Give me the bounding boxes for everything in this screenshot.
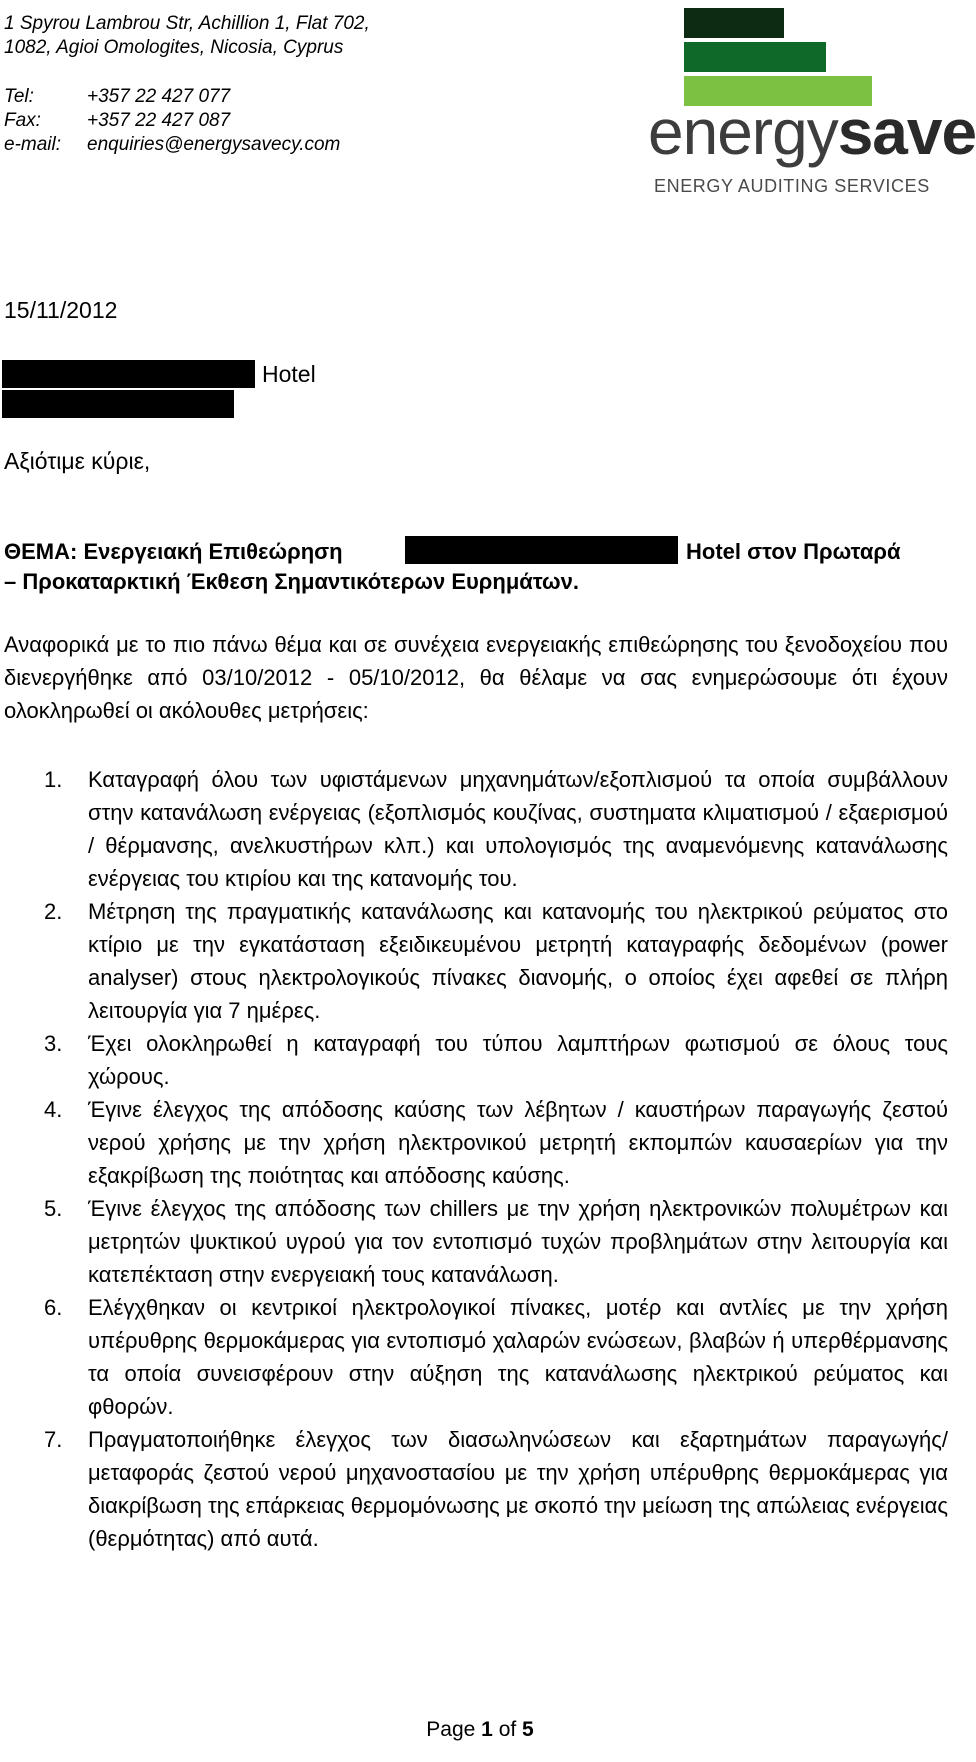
fax-value: +357 22 427 087	[87, 110, 231, 131]
logo-word-bold: save	[837, 96, 976, 168]
address-line-1: 1 Spyrou Lambrou Str, Achillion 1, Flat 702,	[4, 13, 370, 34]
subject-suffix: Hotel στον Πρωταρά	[686, 539, 901, 564]
letter-date: 15/11/2012	[4, 297, 118, 323]
findings-list	[4, 763, 948, 1555]
logo-bar-mid	[684, 42, 826, 72]
sender-contact	[4, 85, 340, 157]
list-item-number: 2.	[44, 899, 63, 924]
page-footer	[0, 1718, 960, 1742]
list-item	[4, 1423, 948, 1555]
redaction-block	[405, 536, 678, 564]
intro-paragraph: Αναφορικά με το πιο πάνω θέμα και σε συνέχεια ενεργειακής επιθεώρησης του ξενοδοχείου που διενεργήθηκε από 03/10/2012 - 05/10/2012, θα θέλαμε να σας ενημερώσουμε ότι έχουν ολοκληρωθεί οι ακόλουθες μετρήσεις:	[4, 632, 948, 723]
sender-address	[4, 12, 370, 60]
list-item-number: 1.	[44, 767, 63, 792]
email-row	[4, 133, 340, 157]
list-item-text: Έγινε έλεγχος της απόδοσης καύσης των λέβητων / καυστήρων παραγωγής ζεστού νερού χρήσης με την χρήση ηλεκτρονικού μετρητή εκπομπών καυσαερίων για την εξακρίβωση της ποιότητας και απόδοσης καύσης.	[88, 1097, 948, 1188]
tel-label: Tel:	[4, 86, 34, 107]
logo-wordmark	[648, 94, 976, 170]
energysave-logo	[648, 8, 976, 198]
email-value: enquiries@energysavecy.com	[87, 134, 341, 155]
salutation: Αξιότιμε κύριε,	[4, 448, 151, 474]
list-item	[4, 1192, 948, 1291]
list-item-number: 3.	[44, 1031, 63, 1056]
subject-line-2: – Προκαταρκτική Έκθεση Σημαντικότερων Ευρημάτων.	[4, 569, 579, 594]
list-item-text: Καταγραφή όλου των υφιστάμενων μηχανημάτων/εξοπλισμού τα οποία συμβάλλουν στην κατανάλωση ενέργειας (εξοπλισμός κουζίνας, συστηματα κλιματισμού / εξαερισμού / θέρμανσης, ανελκυστήρων κλπ.) και υπολογισμός της αναμενόμενης κατανάλωσης ενέργειας του κτιρίου και της κατανομής του.	[88, 767, 948, 891]
list-item	[4, 763, 948, 895]
list-item-text: Μέτρηση της πραγματικής κατανάλωσης και κατανομής του ηλεκτρικού ρεύματος στο κτίριο με την εγκατάσταση εξειδικευμένου μετρητή καταγραφής δεδομένων (power analyser) στους ηλεκτρολογικούς πίνακες διανομής, ο οποίος έχει αφεθεί σε πλήρη λειτουργία για 7 ημέρες.	[88, 899, 948, 1023]
footer-page-word: Page	[426, 1718, 476, 1741]
footer-current-page: 1	[481, 1718, 493, 1741]
logo-word-light: energy	[648, 96, 838, 168]
email-label: e-mail:	[4, 134, 62, 155]
list-item-text: Έχει ολοκληρωθεί η καταγραφή του τύπου λαμπτήρων φωτισμού σε όλους τους χώρους.	[88, 1031, 948, 1089]
footer-of-word: of	[498, 1718, 517, 1741]
tel-row	[4, 85, 340, 109]
list-item-number: 6.	[44, 1295, 63, 1320]
fax-label: Fax:	[4, 110, 41, 131]
fax-row	[4, 109, 340, 133]
list-item-number: 7.	[44, 1427, 63, 1452]
list-item	[4, 1027, 948, 1093]
list-item-text: Ελέγχθηκαν οι κεντρικοί ηλεκτρολογικοί πίνακες, μοτέρ και αντλίες με την χρήση υπέρυθρης θερμοκάμερας για εντοπισμό χαλαρών ενώσεων, βλαβών ή υπερθέρμανσης τα οποία συνεισφέρουν στην αύξηση της κατανάλωσης ηλεκτρικού ρεύματος και φθορών.	[88, 1295, 948, 1419]
recipient-hotel-label: Hotel	[262, 361, 316, 387]
list-item	[4, 895, 948, 1027]
subject-prefix: ΘΕΜΑ: Ενεργειακή Επιθεώρηση	[4, 539, 343, 564]
list-item-number: 5.	[44, 1196, 63, 1221]
list-item	[4, 1093, 948, 1192]
list-item-text: Έγινε έλεγχος της απόδοσης των chillers με την χρήση ηλεκτρονικών πολυμέτρων και μετρητών ψυκτικού υγρού για τον εντοπισμό τυχών προβλημάτων στην λειτουργία και κατεπέκταση στην ενεργειακή τους κατανάλωση.	[88, 1196, 948, 1287]
list-item	[4, 1291, 948, 1423]
logo-bar-dark	[684, 8, 784, 38]
list-item-number: 4.	[44, 1097, 63, 1122]
footer-total-pages: 5	[522, 1718, 534, 1741]
tel-value: +357 22 427 077	[87, 86, 231, 107]
logo-tagline: ENERGY AUDITING SERVICES	[654, 176, 930, 196]
address-line-2: 1082, Agioi Omologites, Nicosia, Cyprus	[4, 37, 344, 58]
list-item-text: Πραγματοποιήθηκε έλεγχος των διασωληνώσεων και εξαρτημάτων παραγωγής/μεταφοράς ζεστού νερού μηχανοστασίου με την χρήση υπέρυθρης θερμοκάμερας για διακρίβωση της επάρκειας θερμομόνωσης με σκοπό την μείωση της απώλειας ενέργειας (θερμότητας) από αυτά.	[88, 1427, 948, 1551]
redaction-block	[2, 360, 255, 388]
redaction-block	[2, 390, 234, 418]
